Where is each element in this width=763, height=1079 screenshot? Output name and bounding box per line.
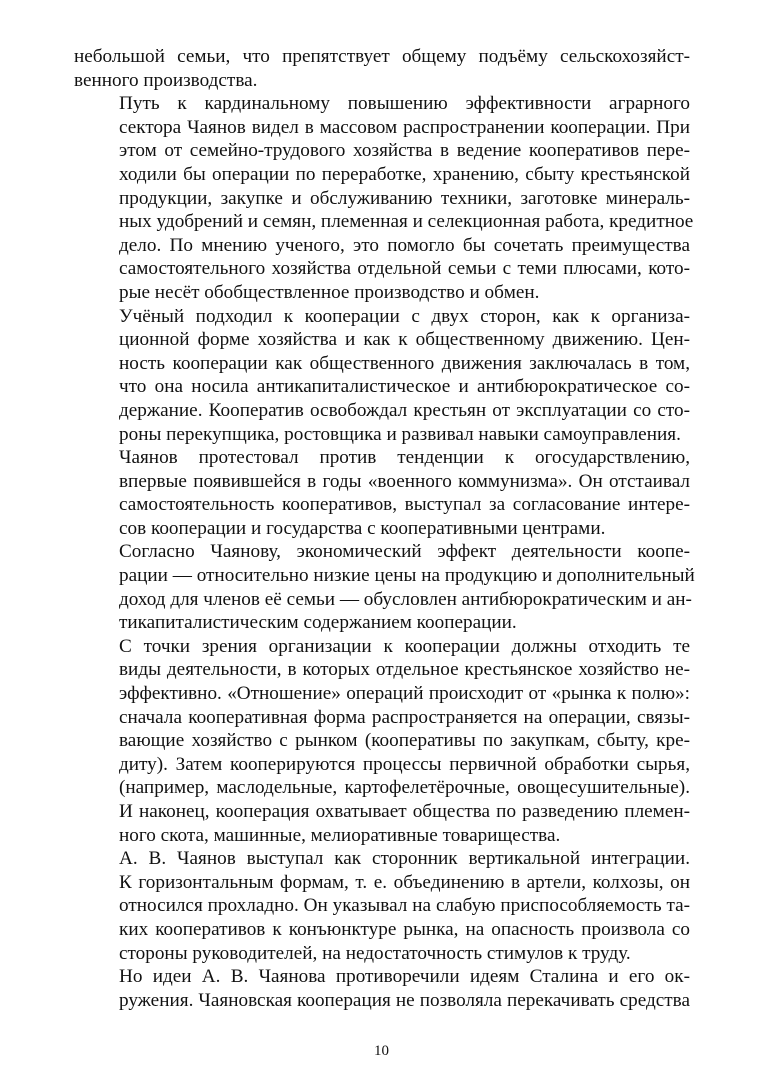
paragraph	[74, 847, 690, 965]
text-line: эффективно. «Отношение» операций происходит от «рынка к полю»:	[119, 683, 690, 705]
text-line: сов кооперации и государства с кооперативными центрами.	[119, 517, 606, 539]
text-line: вающие хозяйство с рынком (кооперативы по закупкам, сбыту, кре-	[119, 730, 690, 752]
text-line: стороны руководителей, на недостаточность стимулов к труду.	[119, 942, 631, 964]
text-line: впервые появившейся в годы «военного коммунизма». Он отстаивал	[119, 470, 690, 492]
text-line: небольшой семьи, что препятствует общему подъёму сельскохозяйст-	[74, 46, 690, 67]
text-line: сектора Чаянов видел в массовом распространении кооперации. При	[119, 116, 690, 138]
text-line: Учёный подходил к кооперации с двух сторон, как к организа-	[119, 305, 690, 327]
text-line: относился прохладно. Он указывал на слабую приспособляемость та-	[119, 895, 690, 917]
text-line: что она носила антикапиталистическое и антибюрократическое со-	[119, 376, 690, 398]
text-line: роны перекупщика, ростовщика и развивал навыки самоуправления.	[119, 423, 681, 445]
text-line: Чаянов протестовал против тенденции к огосударствлению,	[119, 447, 690, 469]
text-line: ких кооперативов к конъюнктуре рынка, на опасность произвола со	[119, 918, 690, 940]
text-line: ного скота, машинные, мелиоративные товарищества.	[119, 824, 561, 846]
text-line: И наконец, кооперация охватывает общества по разведению племен-	[119, 801, 690, 822]
text-line: виды деятельности, в которых отдельное крестьянское хозяйство не-	[119, 659, 690, 681]
text-line: ружения. Чаяновская кооперация не позволяла перекачивать средства	[119, 989, 690, 1011]
text-line: К горизонтальным формам, т. е. объединению в артели, колхозы, он	[119, 871, 690, 893]
text-line: продукции, закупке и обслуживанию техники, заготовке минераль-	[119, 187, 690, 209]
text-line: Согласно Чаянову, экономический эффект деятельности коопе-	[119, 541, 690, 563]
text-line: ционной форме хозяйства и как к общественному движению. Цен-	[119, 329, 690, 351]
text-line: сначала кооперативная форма распространяется на операции, связы-	[119, 706, 690, 728]
text-line: диту). Затем кооперируются процессы первичной обработки сырья,	[119, 753, 690, 775]
text-line: держание. Кооператив освобождал крестьян от эксплуатации со сто-	[119, 399, 690, 421]
text-line: тикапиталистическим содержанием кооперации.	[119, 612, 517, 634]
text-line: А. В. Чаянов выступал как сторонник вертикальной интеграции.	[119, 848, 690, 870]
text-line: рации — относительно низкие цены на продукцию и дополнительный	[119, 565, 695, 587]
text-line: Но идеи А. В. Чаянова противоречили идеям Сталина и его ок-	[119, 966, 690, 988]
text-line: дело. По мнению ученого, это помогло бы сочетать преимущества	[119, 234, 690, 256]
body-text	[74, 45, 695, 1012]
text-line: самостоятельность кооперативов, выступал за согласование интере-	[119, 494, 690, 516]
text-line: этом от семейно-трудового хозяйства в ведение кооперативов пере-	[119, 140, 690, 162]
paragraph	[74, 540, 695, 634]
text-line: (например, маслодельные, картофелетёрочные, овощесушительные).	[119, 777, 690, 799]
paragraph	[74, 45, 690, 92]
paragraph	[74, 305, 690, 447]
text-line: Путь к кардинальному повышению эффективности аграрного	[119, 93, 690, 115]
text-line: ходили бы операции по переработке, хранению, сбыту крестьянской	[119, 163, 690, 185]
text-line: доход для членов её семьи — обусловлен антибюрократическим и ан-	[119, 588, 692, 610]
paragraph	[74, 446, 690, 540]
text-line: самостоятельного хозяйства отдельной семьи с теми плюсами, кото-	[119, 258, 690, 280]
text-line: венного производства.	[74, 69, 258, 91]
paragraph	[74, 92, 694, 304]
text-line: ных удобрений и семян, племенная и селекционная работа, кредитное	[119, 211, 694, 233]
page-number: 10	[374, 1043, 389, 1059]
text-line: ность кооперации как общественного движения заключалась в том,	[119, 352, 690, 374]
text-line: С точки зрения организации к кооперации должны отходить те	[119, 635, 690, 657]
paragraph	[74, 635, 690, 847]
paragraph	[74, 965, 690, 1012]
text-line: рые несёт обобществленное производство и обмен.	[119, 281, 540, 303]
